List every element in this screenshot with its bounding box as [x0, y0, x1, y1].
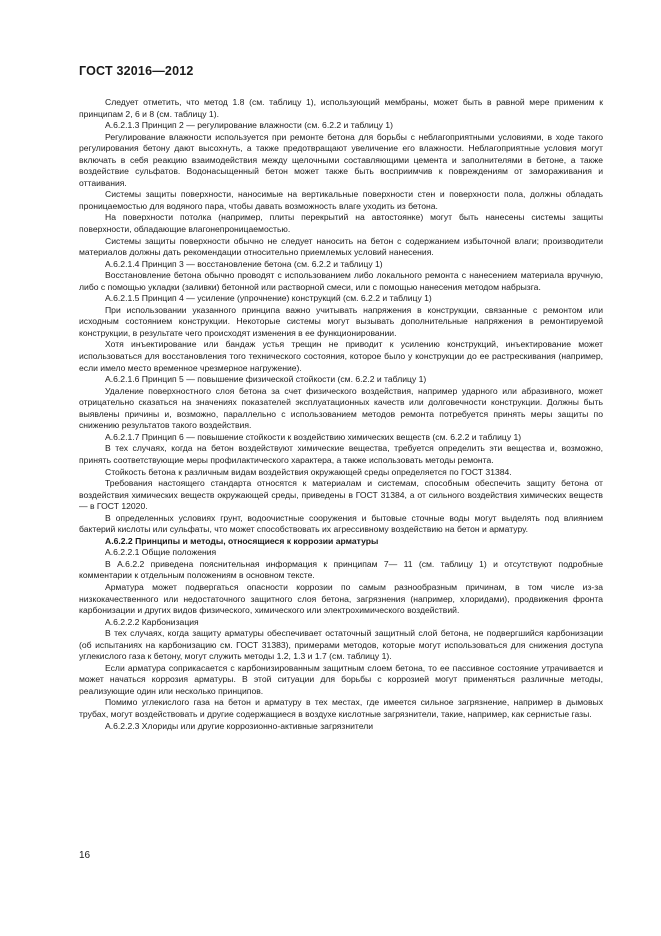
section-heading: А.6.2.2.3 Хлориды или другие коррозионно-активные загрязнители	[105, 720, 374, 731]
document-body	[79, 97, 603, 732]
paragraph: Регулирование влажности используется при ремонте бетона для борьбы с неблагоприятными условиями, в ходе такого регулирования бетону дают высохнуть, а также предотвращают увеличение его влажности. Неблагоприятные условия могут включать в себя реакцию взаимодействия между щелочными составляющими цемента и заполнителями в бетоне, а также воздействие сульфатов. Водонасыщенный бетон может также быть восприимчив к повреждениям от замораживания и оттаивания.	[79, 131, 603, 188]
paragraph: Стойкость бетона к различным видам воздействия окружающей среды определяется по ГОСТ 31384.	[105, 466, 512, 477]
paragraph: В А.6.2.2 приведена пояснительная информация к принципам 7— 11 (см. таблицу 1) и отсутствуют подробные комментарии к отдельным положениям в основном тексте.	[79, 558, 603, 581]
paragraph: В тех случаях, когда защиту арматуры обеспечивает остаточный защитный слой бетона, не подвергшийся карбонизации (об испытаниях на карбонизацию см. ГОСТ 31383), примерами методов, которые могут использоваться для снижения доступа углекислого газа к бетону, могут служить методы 1.2, 1.3 и 1.7 (см. таблицу 1).	[79, 628, 603, 662]
paragraph: Требования настоящего стандарта относятся к материалам и системам, способным обеспечить защиту бетона от воздействия химических веществ окружающей среды, приведены в ГОСТ 31384, а от сильного воздействия химических веществ — в ГОСТ 12020.	[79, 478, 603, 512]
section-heading: А.6.2.1.6 Принцип 5 — повышение физической стойкости (см. 6.2.2 и таблицу 1)	[105, 374, 427, 385]
paragraph: Следует отметить, что метод 1.8 (см. таблицу 1), использующий мембраны, может быть в равной мере применим к принципам 2, 6 и 8 (см. таблицу 1).	[79, 97, 603, 119]
paragraph: В тех случаях, когда на бетон воздействуют химические вещества, требуется определить эти вещества и, возможно, принять соответствующие меры профилактического характера, а также использовать методы ремонта.	[79, 443, 603, 465]
paragraph: Системы защиты поверхности, наносимые на вертикальные поверхности стен и поверхности пола, должны обладать проницаемостью для водяного пара, чтобы давать возможность влаге уходить из бетона.	[79, 189, 603, 211]
paragraph: На поверхности потолка (например, плиты перекрытий на автостоянке) могут быть нанесены системы защиты поверхности, обладающие влагонепроницаемостью.	[79, 212, 603, 235]
paragraph: Удаление поверхностного слоя бетона за счет физического воздействия, например ударного или абразивного, может отрицательно сказаться на значениях показателей эксплуатационных качеств или долговечности конструкции. Должны быть выявлены причины и, возможно, параллельно с использованием методов ремонта потребуется принять меры защиты по снижению результатов такого воздействия.	[79, 385, 603, 431]
paragraph: Если арматура соприкасается с карбонизированным защитным слоем бетона, то ее пассивное состояние утрачивается и может начаться коррозия арматуры. В этой ситуации для борьбы с коррозией могут применяться различные методы, реализующие один или несколько принципов.	[79, 662, 603, 696]
paragraph: Помимо углекислого газа на бетон и арматуру в тех местах, где имеется сильное загрязнение, например в дымовых трубах, могут воздействовать и другие содержащиеся в воздухе кислотные загрязнители, такие, например, как сернистые газы.	[79, 697, 603, 719]
section-heading: А.6.2.2.2 Карбонизация	[105, 616, 199, 627]
section-heading: А.6.2.1.5 Принцип 4 — усиление (упрочнение) конструкций (см. 6.2.2 и таблицу 1)	[105, 293, 432, 304]
document-header: ГОСТ 32016—2012	[79, 64, 194, 78]
page-number: 16	[79, 850, 91, 861]
paragraph: Восстановление бетона обычно проводят с использованием либо локального ремонта с нанесением материала вручную, либо с помощью укладки (заливки) бетонной или растворной смеси, или с помощью нанесения методом набрызга.	[79, 270, 603, 292]
paragraph: В определенных условиях грунт, водоочистные сооружения и бытовые сточные воды могут выделять под влиянием бактерий кислоты или сульфаты, что может способствовать их агрессивному воздействию на бетон и арматуру.	[79, 512, 603, 535]
section-heading: А.6.2.1.7 Принцип 6 — повышение стойкости к воздействию химических веществ (см. 6.2.2 и таблицу 1)	[105, 431, 522, 442]
paragraph: Системы защиты поверхности обычно не следует наносить на бетон с содержанием избыточной влаги; производители материалов должны дать рекомендации относительно приемлемых условий нанесения.	[79, 235, 603, 258]
section-heading: А.6.2.1.3 Принцип 2 — регулирование влажности (см. 6.2.2 и таблицу 1)	[105, 120, 393, 131]
section-heading: А.6.2.1.4 Принцип 3 — восстановление бетона (см. 6.2.2 и таблицу 1)	[105, 258, 383, 269]
paragraph: Хотя инъектирование или бандаж устья трещин не приводит к усилению конструкций, инъектирование может использоваться для восстановления того технического состояния, которое было у конструкции до ее растрескивания (например, если имело место временное чрезмерное нагружение).	[79, 339, 603, 373]
section-heading: А.6.2.2.1 Общие положения	[105, 547, 217, 558]
paragraph: Арматура может подвергаться опасности коррозии по самым разнообразным причинам, в том числе из-за низкокачественного или недостаточного защитного слоя бетона, загрязнения (например, хлоридами), продвижения фронта карбонизации и других видов физического, химического или электрохимического воздействий.	[79, 581, 603, 616]
section-heading: А.6.2.2 Принципы и методы, относящиеся к коррозии арматуры	[105, 535, 379, 546]
paragraph: При использовании указанного принципа важно учитывать напряжения в конструкции, связанные с ремонтом или исходным состоянием конструкции. Некоторые системы могут вызывать дополнительные напряжения в ремонтируемой конструкции, в результате чего происходят изменения в ее функционировании.	[79, 304, 603, 338]
